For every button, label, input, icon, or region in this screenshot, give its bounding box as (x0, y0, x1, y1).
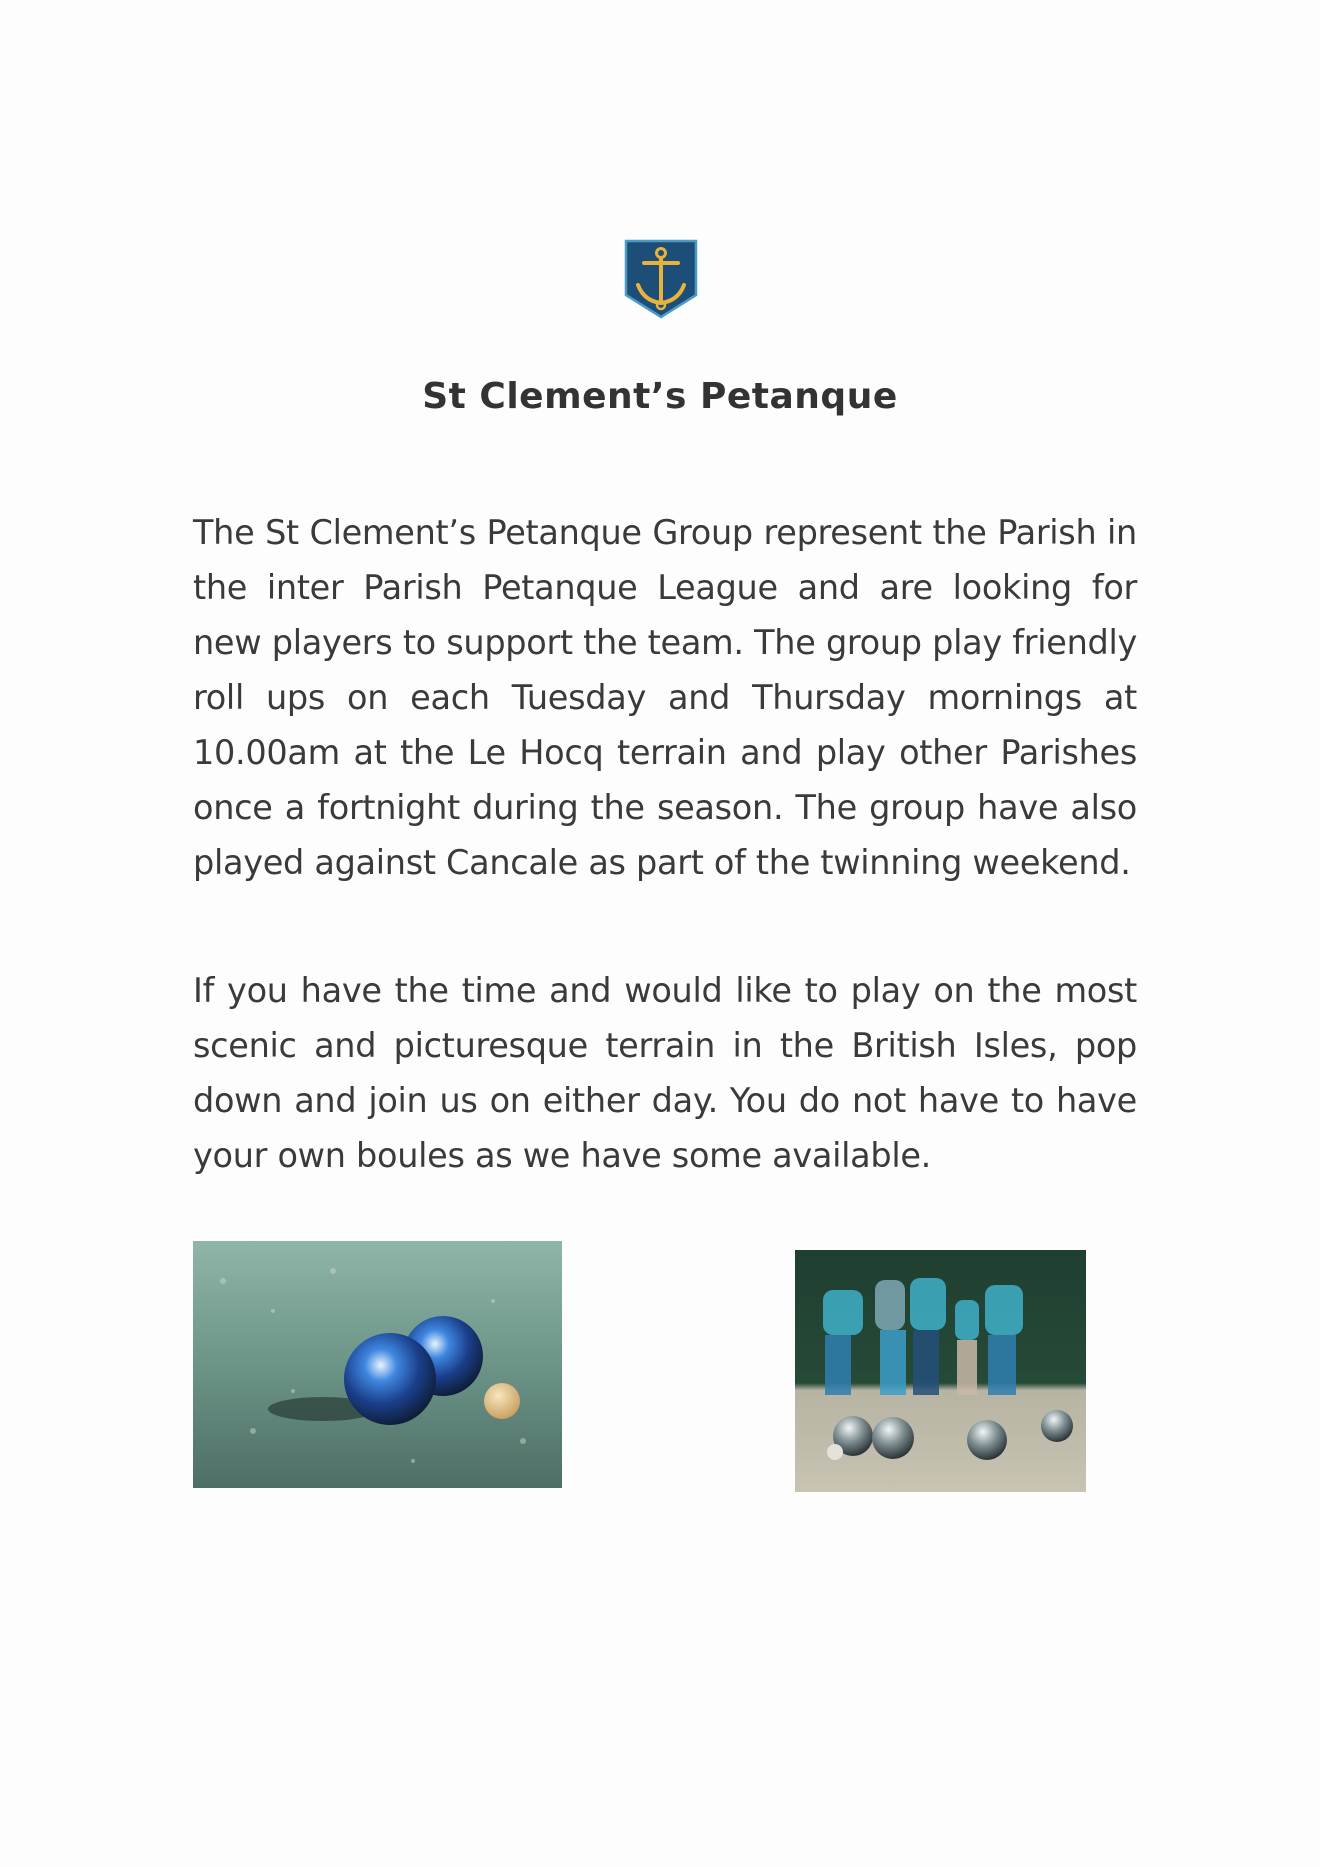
page-title: St Clement’s Petanque (422, 376, 898, 417)
intro-paragraph: The St Clement’s Petanque Group represent the Parish in the inter Parish Petanque League and are looking for new players to support the team. The group play friendly roll ups on each Tuesday and Thursday mornings at 10.00am at the Le Hocq terrain and play other Parishes once a fortnight during the season. The group have also played against Cancale as part of the twinning weekend. (193, 513, 1137, 882)
anchor-shield-icon (624, 239, 698, 319)
boules-photo (193, 1241, 562, 1488)
invitation-paragraph: If you have the time and would like to play on the most scenic and picturesque terrain in the British Isles, pop down and join us on either day. You do not have to have your own boules as we have some available. (193, 971, 1137, 1175)
players-photo (795, 1250, 1086, 1492)
